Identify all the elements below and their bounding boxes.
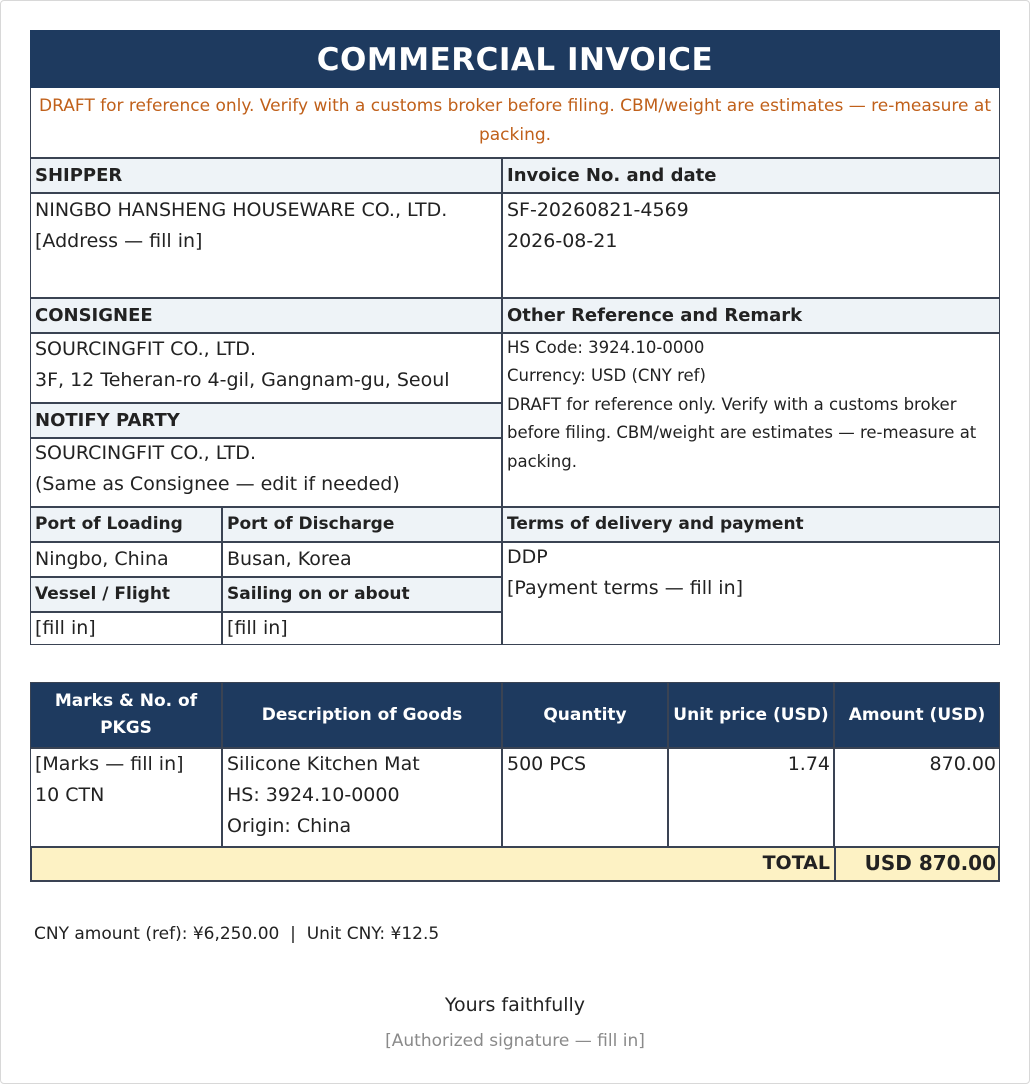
draft-note: DRAFT for reference only. Verify with a customs broker before filing. CBM/weight are estimates — re-measure at packing. (30, 88, 1000, 158)
cny-reference: CNY amount (ref): ¥6,250.00 | Unit CNY: ¥12.5 (34, 924, 440, 944)
col-marks-header-line1: Marks & No. of (54, 691, 198, 711)
row-quantity: 500 PCS (507, 753, 587, 775)
consignee-name: SOURCINGFIT CO., LTD. (35, 338, 256, 360)
invoice-date: 2026-08-21 (507, 230, 618, 252)
col-description-header: Description of Goods (222, 682, 502, 748)
remark-note-3: packing. (507, 452, 577, 471)
notify-header: NOTIFY PARTY (30, 403, 502, 438)
remark-currency: Currency: USD (CNY ref) (507, 366, 706, 385)
invoice-title: COMMERCIAL INVOICE (30, 30, 1000, 88)
row-marks: [Marks — fill in] (35, 753, 184, 775)
notify-note: (Same as Consignee — edit if needed) (35, 473, 400, 495)
row-amount: 870.00 (929, 753, 996, 775)
remark-header: Other Reference and Remark (502, 298, 1000, 333)
port-discharge-header: Port of Discharge (222, 507, 502, 542)
consignee-header: CONSIGNEE (30, 298, 502, 333)
row-hs: HS: 3924.10-0000 (227, 784, 400, 806)
sailing-header: Sailing on or about (222, 577, 502, 612)
vessel-header: Vessel / Flight (30, 577, 222, 612)
terms-payment: [Payment terms — fill in] (507, 577, 744, 599)
vessel-value: [fill in] (35, 617, 96, 639)
notify-name: SOURCINGFIT CO., LTD. (35, 442, 256, 464)
total-label: TOTAL (762, 852, 830, 874)
row-description: Silicone Kitchen Mat (227, 753, 420, 775)
col-marks-header-line2: PKGS (100, 718, 152, 738)
terms-incoterm: DDP (507, 546, 548, 568)
signature-placeholder: [Authorized signature — fill in] (385, 1031, 645, 1051)
shipper-header: SHIPPER (30, 158, 502, 193)
port-loading-header: Port of Loading (30, 507, 222, 542)
shipper-name: NINGBO HANSHENG HOUSEWARE CO., LTD. (35, 199, 448, 221)
col-unit-price-header: Unit price (USD) (668, 682, 834, 748)
row-origin: Origin: China (227, 815, 352, 837)
col-marks-header (30, 682, 222, 748)
row-unit-price: 1.74 (787, 753, 830, 775)
consignee-address: 3F, 12 Teheran-ro 4-gil, Gangnam-gu, Seoul (35, 369, 450, 391)
total-value: USD 870.00 (864, 851, 996, 875)
invoice-header: Invoice No. and date (502, 158, 1000, 193)
col-quantity-header: Quantity (502, 682, 668, 748)
sailing-value: [fill in] (227, 617, 288, 639)
remark-note-1: DRAFT for reference only. Verify with a customs broker (507, 395, 957, 414)
port-discharge-value: Busan, Korea (227, 548, 352, 570)
terms-header: Terms of delivery and payment (502, 507, 1000, 542)
remark-hs-code: HS Code: 3924.10-0000 (507, 338, 705, 357)
shipper-address: [Address — fill in] (35, 230, 203, 252)
remark-note-2: before filing. CBM/weight are estimates — re-measure at (507, 423, 977, 442)
col-amount-header: Amount (USD) (834, 682, 1000, 748)
closing-text: Yours faithfully (444, 994, 586, 1016)
port-loading-value: Ningbo, China (35, 548, 169, 570)
row-pkgs: 10 CTN (35, 784, 105, 806)
invoice-number: SF-20260821-4569 (507, 199, 689, 221)
